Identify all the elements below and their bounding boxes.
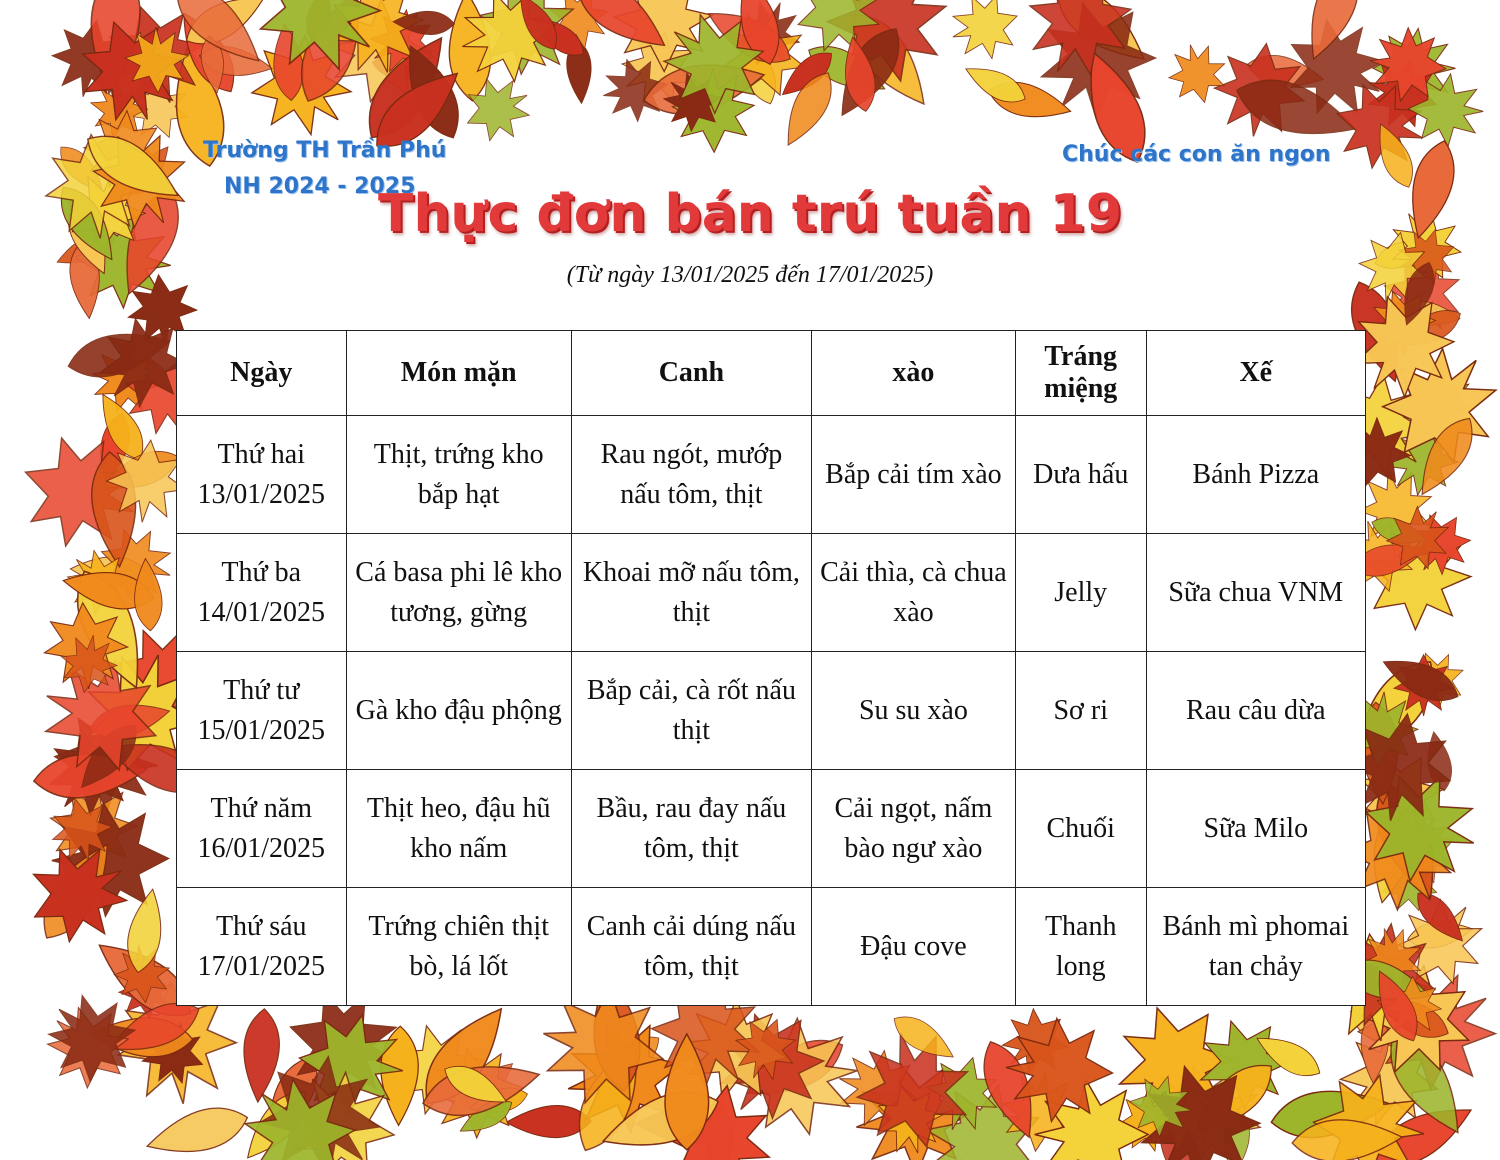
snack-cell: Sữa chua VNM [1146, 534, 1365, 652]
greeting-text: Chúc các con ăn ngon [1062, 142, 1331, 167]
day-date: 16/01/2025 [197, 832, 326, 864]
day-cell [177, 534, 347, 652]
leaf-decoration [1162, 38, 1232, 110]
stir-fry-cell: Bắp cải tím xào [811, 416, 1015, 534]
column-header-soup: Canh [571, 331, 811, 416]
table-row [177, 770, 1366, 888]
dessert-cell: Chuối [1015, 770, 1146, 888]
school-year: NH 2024 - 2025 [224, 174, 416, 199]
leaf-decoration [142, 1099, 253, 1160]
column-header-snack: Xế [1146, 331, 1365, 416]
day-name: Thứ năm [210, 792, 313, 824]
page-title: Thực đơn bán trú tuần 19 [377, 184, 1123, 244]
table-row [177, 534, 1366, 652]
main-dish-cell: Gà kho đậu phộng [346, 652, 571, 770]
soup-cell: Bắp cải, cà rốt nấu thịt [571, 652, 811, 770]
main-dish-cell: Thịt heo, đậu hũ kho nấm [346, 770, 571, 888]
day-cell [177, 770, 347, 888]
day-cell [177, 888, 347, 1006]
soup-cell: Rau ngót, mướp nấu tôm, thịt [571, 416, 811, 534]
day-date: 14/01/2025 [197, 596, 326, 628]
dessert-cell: Sơ ri [1015, 652, 1146, 770]
column-header-stir-fry: xào [811, 331, 1015, 416]
day-date: 15/01/2025 [197, 714, 326, 746]
snack-cell: Bánh mì phomai tan chảy [1146, 888, 1365, 1006]
column-header-dessert: Tráng miệng [1015, 331, 1146, 416]
day-cell [177, 416, 347, 534]
main-dish-cell: Thịt, trứng kho bắp hạt [346, 416, 571, 534]
column-header-main-dish: Món mặn [346, 331, 571, 416]
snack-cell: Rau câu dừa [1146, 652, 1365, 770]
date-range: (Từ ngày 13/01/2025 đến 17/01/2025) [566, 262, 934, 288]
table-row [177, 416, 1366, 534]
stir-fry-cell: Cải thìa, cà chua xào [811, 534, 1015, 652]
column-header-day: Ngày [177, 331, 347, 416]
day-name: Thứ tư [223, 674, 300, 706]
day-date: 17/01/2025 [197, 950, 326, 982]
main-dish-cell: Cá basa phi lê kho tương, gừng [346, 534, 571, 652]
table-row [177, 652, 1366, 770]
stir-fry-cell: Đậu cove [811, 888, 1015, 1006]
day-cell [177, 652, 347, 770]
menu-table [176, 330, 1366, 1006]
day-name: Thứ hai [217, 438, 306, 470]
soup-cell: Canh cải dúng nấu tôm, thịt [571, 888, 811, 1006]
snack-cell: Sữa Milo [1146, 770, 1365, 888]
stir-fry-cell: Su su xào [811, 652, 1015, 770]
dessert-cell: Dưa hấu [1015, 416, 1146, 534]
soup-cell: Bầu, rau đay nấu tôm, thịt [571, 770, 811, 888]
dessert-cell: Jelly [1015, 534, 1146, 652]
snack-cell: Bánh Pizza [1146, 416, 1365, 534]
day-name: Thứ sáu [215, 910, 307, 942]
table-header-row [177, 331, 1366, 416]
stir-fry-cell: Cải ngọt, nấm bào ngư xào [811, 770, 1015, 888]
table-row [177, 888, 1366, 1006]
school-name: Trường TH Trần Phú [203, 138, 447, 163]
soup-cell: Khoai mỡ nấu tôm, thịt [571, 534, 811, 652]
main-dish-cell: Trứng chiên thịt bò, lá lốt [346, 888, 571, 1006]
day-date: 13/01/2025 [197, 478, 326, 510]
leaf-decoration [943, 0, 1027, 68]
dessert-cell: Thanh long [1015, 888, 1146, 1006]
day-name: Thứ ba [221, 556, 302, 588]
leaf-decoration [240, 1008, 282, 1104]
